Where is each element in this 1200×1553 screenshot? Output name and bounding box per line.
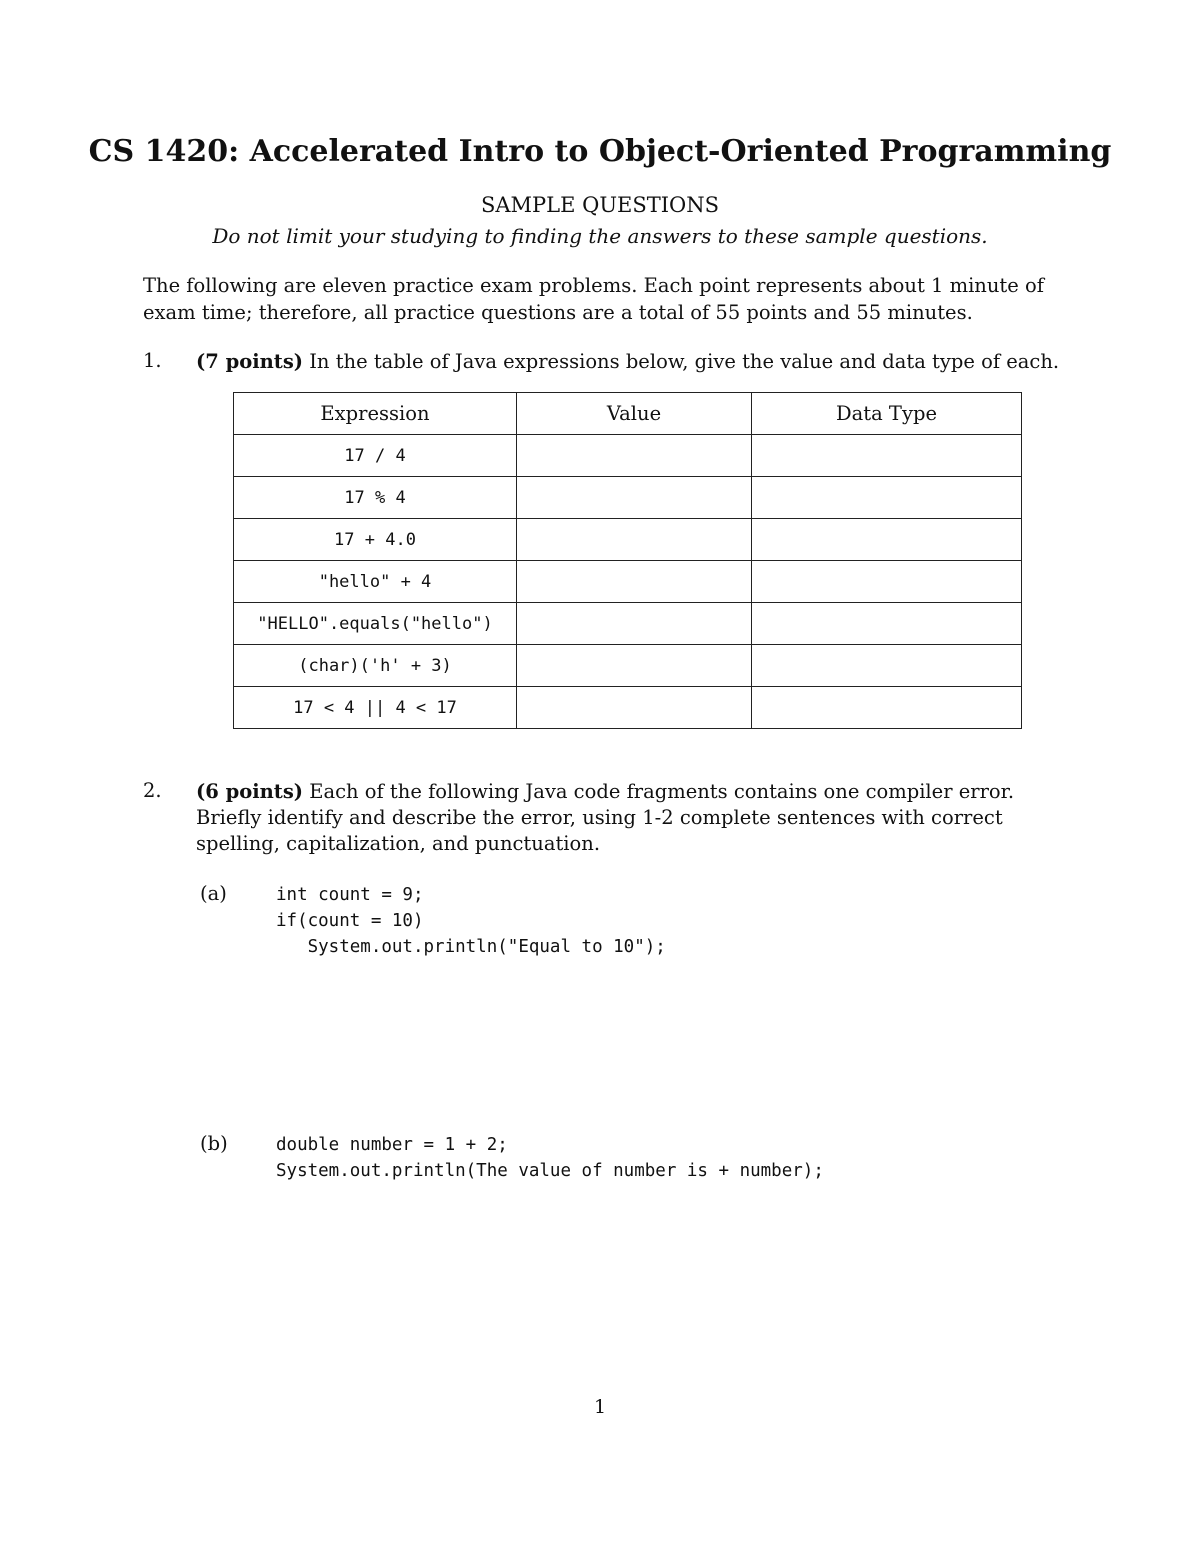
page-number: 1 — [593, 1396, 607, 1418]
type-answer-cell[interactable] — [752, 435, 1022, 477]
value-answer-cell[interactable] — [517, 477, 752, 519]
value-answer-cell[interactable] — [517, 519, 752, 561]
table-row — [234, 687, 1022, 729]
value-answer-cell[interactable] — [517, 687, 752, 729]
value-answer-cell[interactable] — [517, 645, 752, 687]
type-answer-cell[interactable] — [752, 645, 1022, 687]
question-2-prompt: Each of the following Java code fragments contains one compiler error. Briefly identify and describe the error, using 1-2 complete sentences with correct spelling, capitalization, and punctuation. — [196, 780, 1015, 855]
table-header-row — [234, 393, 1022, 435]
type-answer-cell[interactable] — [752, 561, 1022, 603]
type-answer-cell[interactable] — [752, 687, 1022, 729]
expression-cell: "hello" + 4 — [234, 561, 517, 603]
table-row — [234, 477, 1022, 519]
expression-cell: "HELLO".equals("hello") — [234, 603, 517, 645]
question-2-points: (6 points) — [196, 780, 304, 803]
header-data-type: Data Type — [752, 393, 1022, 435]
question-1-points: (7 points) — [196, 350, 304, 373]
table-row — [234, 435, 1022, 477]
table-row — [234, 603, 1022, 645]
value-answer-cell[interactable] — [517, 435, 752, 477]
type-answer-cell[interactable] — [752, 519, 1022, 561]
expression-cell: 17 + 4.0 — [234, 519, 517, 561]
question-2-text — [196, 779, 1064, 857]
part-a-code: int count = 9; if(count = 10) System.out.println("Equal to 10"); — [276, 885, 666, 957]
value-answer-cell[interactable] — [517, 561, 752, 603]
question-2-number: 2. — [143, 779, 162, 802]
table-row — [234, 519, 1022, 561]
table-row — [234, 561, 1022, 603]
part-b-label: (b) — [200, 1132, 228, 1155]
type-answer-cell[interactable] — [752, 477, 1022, 519]
intro-paragraph: The following are eleven practice exam problems. Each point represents about 1 minute of exam time; therefore, all practice questions are a total of 55 points and 55 minutes. — [143, 274, 1044, 324]
table-row — [234, 645, 1022, 687]
study-caveat: Do not limit your studying to finding the answers to these sample questions. — [212, 224, 988, 248]
header-value: Value — [517, 393, 752, 435]
header-expression: Expression — [234, 393, 517, 435]
question-1-number: 1. — [143, 349, 162, 372]
question-1-text — [196, 349, 1076, 375]
expression-cell: 17 % 4 — [234, 477, 517, 519]
expression-cell: 17 / 4 — [234, 435, 517, 477]
type-answer-cell[interactable] — [752, 603, 1022, 645]
page-title: CS 1420: Accelerated Intro to Object-Oriented Programming — [88, 134, 1112, 169]
expression-table — [233, 392, 1022, 729]
part-a-label: (a) — [200, 882, 227, 905]
expression-cell: 17 < 4 || 4 < 17 — [234, 687, 517, 729]
subtitle: SAMPLE QUESTIONS — [480, 193, 720, 217]
value-answer-cell[interactable] — [517, 603, 752, 645]
question-1-prompt: In the table of Java expressions below, give the value and data type of each. — [309, 350, 1060, 373]
expression-cell: (char)('h' + 3) — [234, 645, 517, 687]
part-b-code: double number = 1 + 2; System.out.println(The value of number is + number); — [276, 1135, 824, 1181]
